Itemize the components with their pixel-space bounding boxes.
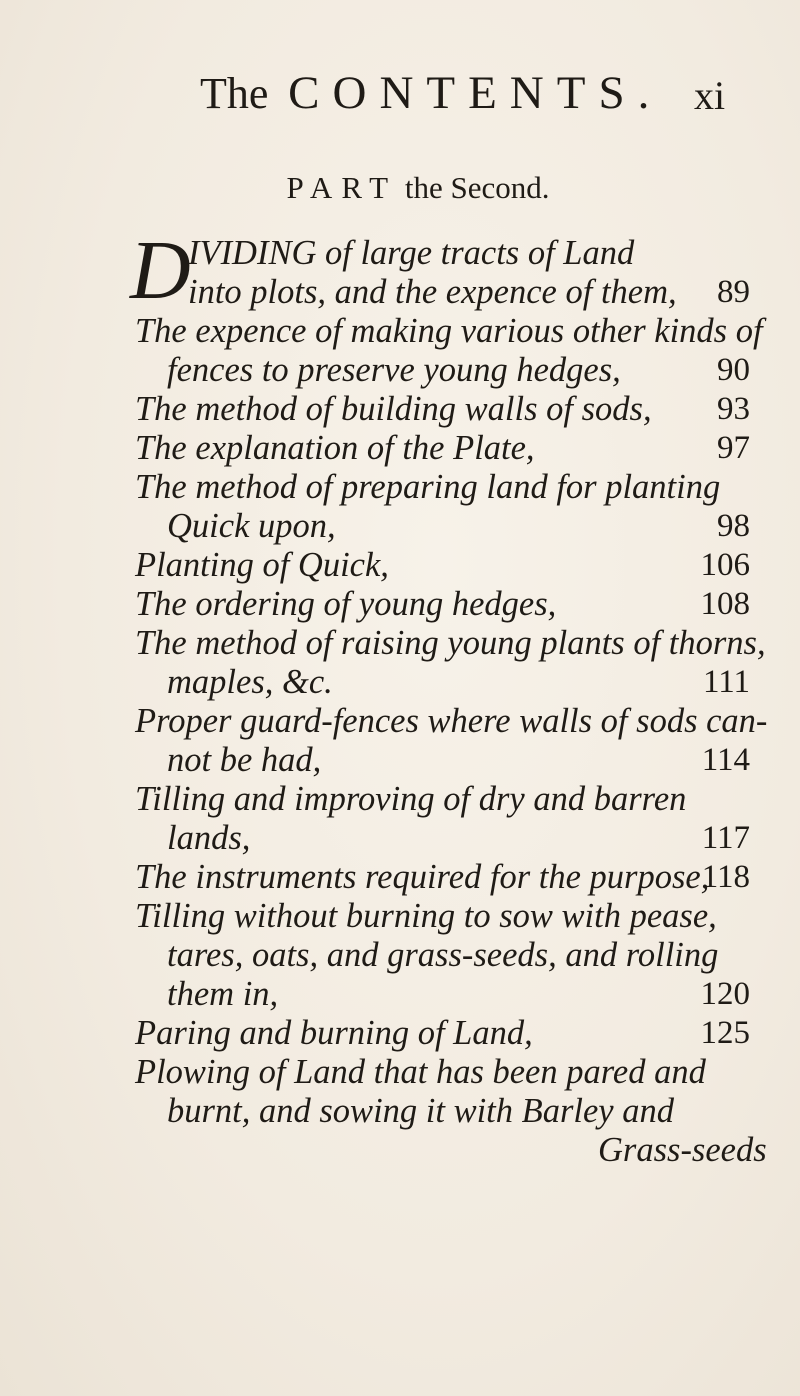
running-head-contents: CONTENTS.: [288, 67, 663, 119]
toc-entry-line: The explanation of the Plate,: [135, 429, 535, 467]
running-head: [0, 66, 800, 126]
toc-entry-line: burnt, and sowing it with Barley and: [167, 1092, 674, 1130]
toc-entry-line: fences to preserve young hedges,: [167, 351, 621, 389]
toc-entry-line: The method of building walls of sods,: [135, 390, 652, 428]
running-head-the: The: [200, 69, 269, 118]
part-heading-caps: PART: [286, 170, 398, 205]
toc-entry-line: Plowing of Land that has been pared and: [135, 1053, 706, 1091]
toc-entry-line: not be had,: [167, 741, 322, 779]
toc-page-number: 118: [701, 859, 750, 895]
toc-entry-line: Proper guard-fences where walls of sods can-: [135, 702, 768, 740]
toc-entry-line: Paring and burning of Land,: [135, 1014, 533, 1052]
toc-entry-line: Tilling and improving of dry and barren: [135, 780, 687, 818]
toc-entry-line: lands,: [167, 819, 251, 857]
page-folio: xi: [694, 73, 726, 118]
toc-entry-line: them in,: [167, 975, 279, 1013]
toc-page-number: 89: [717, 274, 750, 310]
toc-entry-line: The method of raising young plants of thorns,: [135, 624, 766, 662]
toc-page-number: 108: [700, 586, 750, 622]
toc-entry-line: Tilling without burning to sow with pease,: [135, 897, 717, 935]
part-heading: [0, 170, 800, 206]
toc-page-number: 111: [702, 664, 750, 700]
toc-page-number: 117: [701, 820, 750, 856]
toc-entry-line: Planting of Quick,: [135, 546, 389, 584]
toc-page-number: 93: [717, 391, 750, 427]
catchword: Grass-seeds: [598, 1131, 767, 1169]
toc-entry-line: IVIDING of large tracts of Land: [188, 234, 635, 272]
toc-entry-line: Quick upon,: [167, 507, 336, 545]
toc-page-number: 97: [717, 430, 750, 466]
toc-entry-line: into plots, and the expence of them,: [188, 273, 677, 311]
drop-cap: D: [130, 224, 191, 317]
toc-page-number: 98: [717, 508, 750, 544]
running-head-title: [200, 66, 662, 120]
toc-page-number: 106: [700, 547, 750, 583]
toc-entry-line: The expence of making various other kinds of: [135, 312, 763, 350]
toc-entry-line: The instruments required for the purpose,: [135, 858, 710, 896]
toc-entry-line: tares, oats, and grass-seeds, and rolling: [167, 936, 719, 974]
toc-page-number: 114: [701, 742, 750, 778]
toc-page-number: 125: [700, 1015, 750, 1051]
toc-entry-line: The method of preparing land for planting: [135, 468, 721, 506]
toc-page-number: 90: [717, 352, 750, 388]
toc-entry-line: maples, &c.: [167, 663, 333, 701]
toc-page-number: 120: [700, 976, 750, 1012]
part-heading-rest: the Second.: [404, 170, 550, 205]
toc-entry-line: The ordering of young hedges,: [135, 585, 557, 623]
